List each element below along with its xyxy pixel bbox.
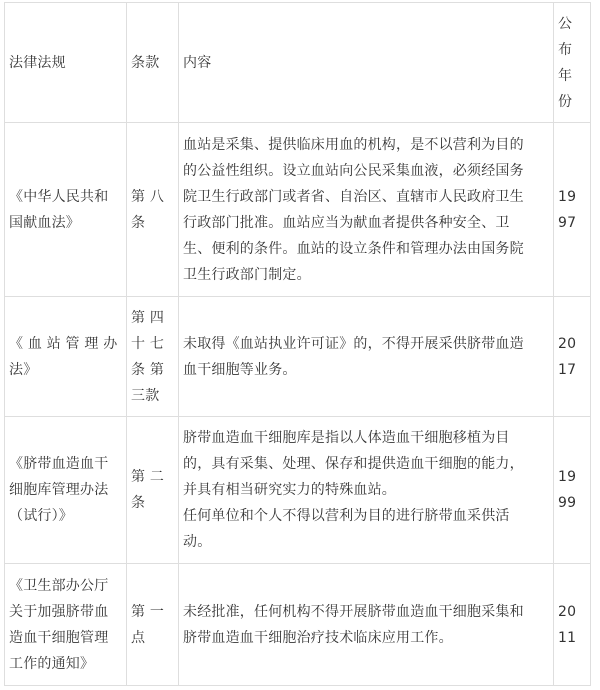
- table-row: [5, 297, 591, 417]
- table-row: [5, 123, 591, 297]
- year-cell: [554, 297, 591, 417]
- header-year-text: 公 布 年 份: [558, 15, 573, 110]
- law-cell: [5, 417, 127, 564]
- content-text: 未经批准，任何机构不得开展脐带血造血干细胞采集和 脐带血造血干细胞治疗技术临床应用工作。: [183, 603, 524, 646]
- content-cell: [179, 564, 554, 686]
- header-content: [179, 3, 554, 123]
- law-regulation-table: [4, 2, 591, 686]
- header-content-text: 内容: [183, 54, 212, 71]
- year-text: 19 99: [558, 469, 577, 511]
- clause-cell: [127, 297, 179, 417]
- content-cell: [179, 297, 554, 417]
- header-clause: [127, 3, 179, 123]
- year-cell: [554, 123, 591, 297]
- table-header-row: [5, 3, 591, 123]
- clause-cell: [127, 123, 179, 297]
- clause-text: 第 四 十 七 条 第 三款: [131, 309, 165, 404]
- clause-text: 第 一 点: [131, 603, 165, 646]
- clause-text: 第 二 条: [131, 469, 165, 511]
- law-cell: [5, 123, 127, 297]
- law-name: 《中华人民共和 国献血法》: [9, 188, 109, 231]
- header-clause-text: 条款: [131, 54, 160, 71]
- clause-text: 第 八 条: [131, 188, 165, 231]
- year-text: 20 17: [558, 335, 577, 378]
- year-cell: [554, 564, 591, 686]
- content-cell: [179, 417, 554, 564]
- table-row: [5, 564, 591, 686]
- content-text: 脐带血造血干细胞库是指以人体造血干细胞移植为目 的，具有采集、处理、保存和提供造血干细胞的能力， 并具有相当研究实力的特殊血站。 任何单位和个人不得以营利为目的进行脐带血采供活 动。: [183, 430, 524, 550]
- year-cell: [554, 417, 591, 564]
- content-text: 血站是采集、提供临床用血的机构，是不以营利为目的 的公益性组织。设立血站向公民采集血液，必须经国务 院卫生行政部门或者省、自治区、直辖市人民政府卫生 行政部门批准。血站应当为献血者提供各种安全、卫 生、便利的条件。血站的设立条件和管理办法由国务院 卫生行政部门制定。: [183, 136, 524, 283]
- law-cell: [5, 564, 127, 686]
- header-law-text: 法律法规: [9, 54, 66, 71]
- law-name: 《卫生部办公厅 关于加强脐带血 造血干细胞管理 工作的通知》: [9, 577, 109, 672]
- law-cell: [5, 297, 127, 417]
- year-text: 19 97: [558, 188, 577, 231]
- header-law: [5, 3, 127, 123]
- header-year: [554, 3, 591, 123]
- clause-cell: [127, 417, 179, 564]
- clause-cell: [127, 564, 179, 686]
- table-row: [5, 417, 591, 564]
- year-text: 20 11: [558, 603, 577, 646]
- content-text: 未取得《血站执业许可证》的，不得开展采供脐带血造 血干细胞等业务。: [183, 335, 524, 378]
- law-name: 《 血 站 管 理 办 法》: [9, 335, 118, 378]
- content-cell: [179, 123, 554, 297]
- law-name: 《脐带血造血干 细胞库管理办法 （试行）》: [9, 456, 109, 524]
